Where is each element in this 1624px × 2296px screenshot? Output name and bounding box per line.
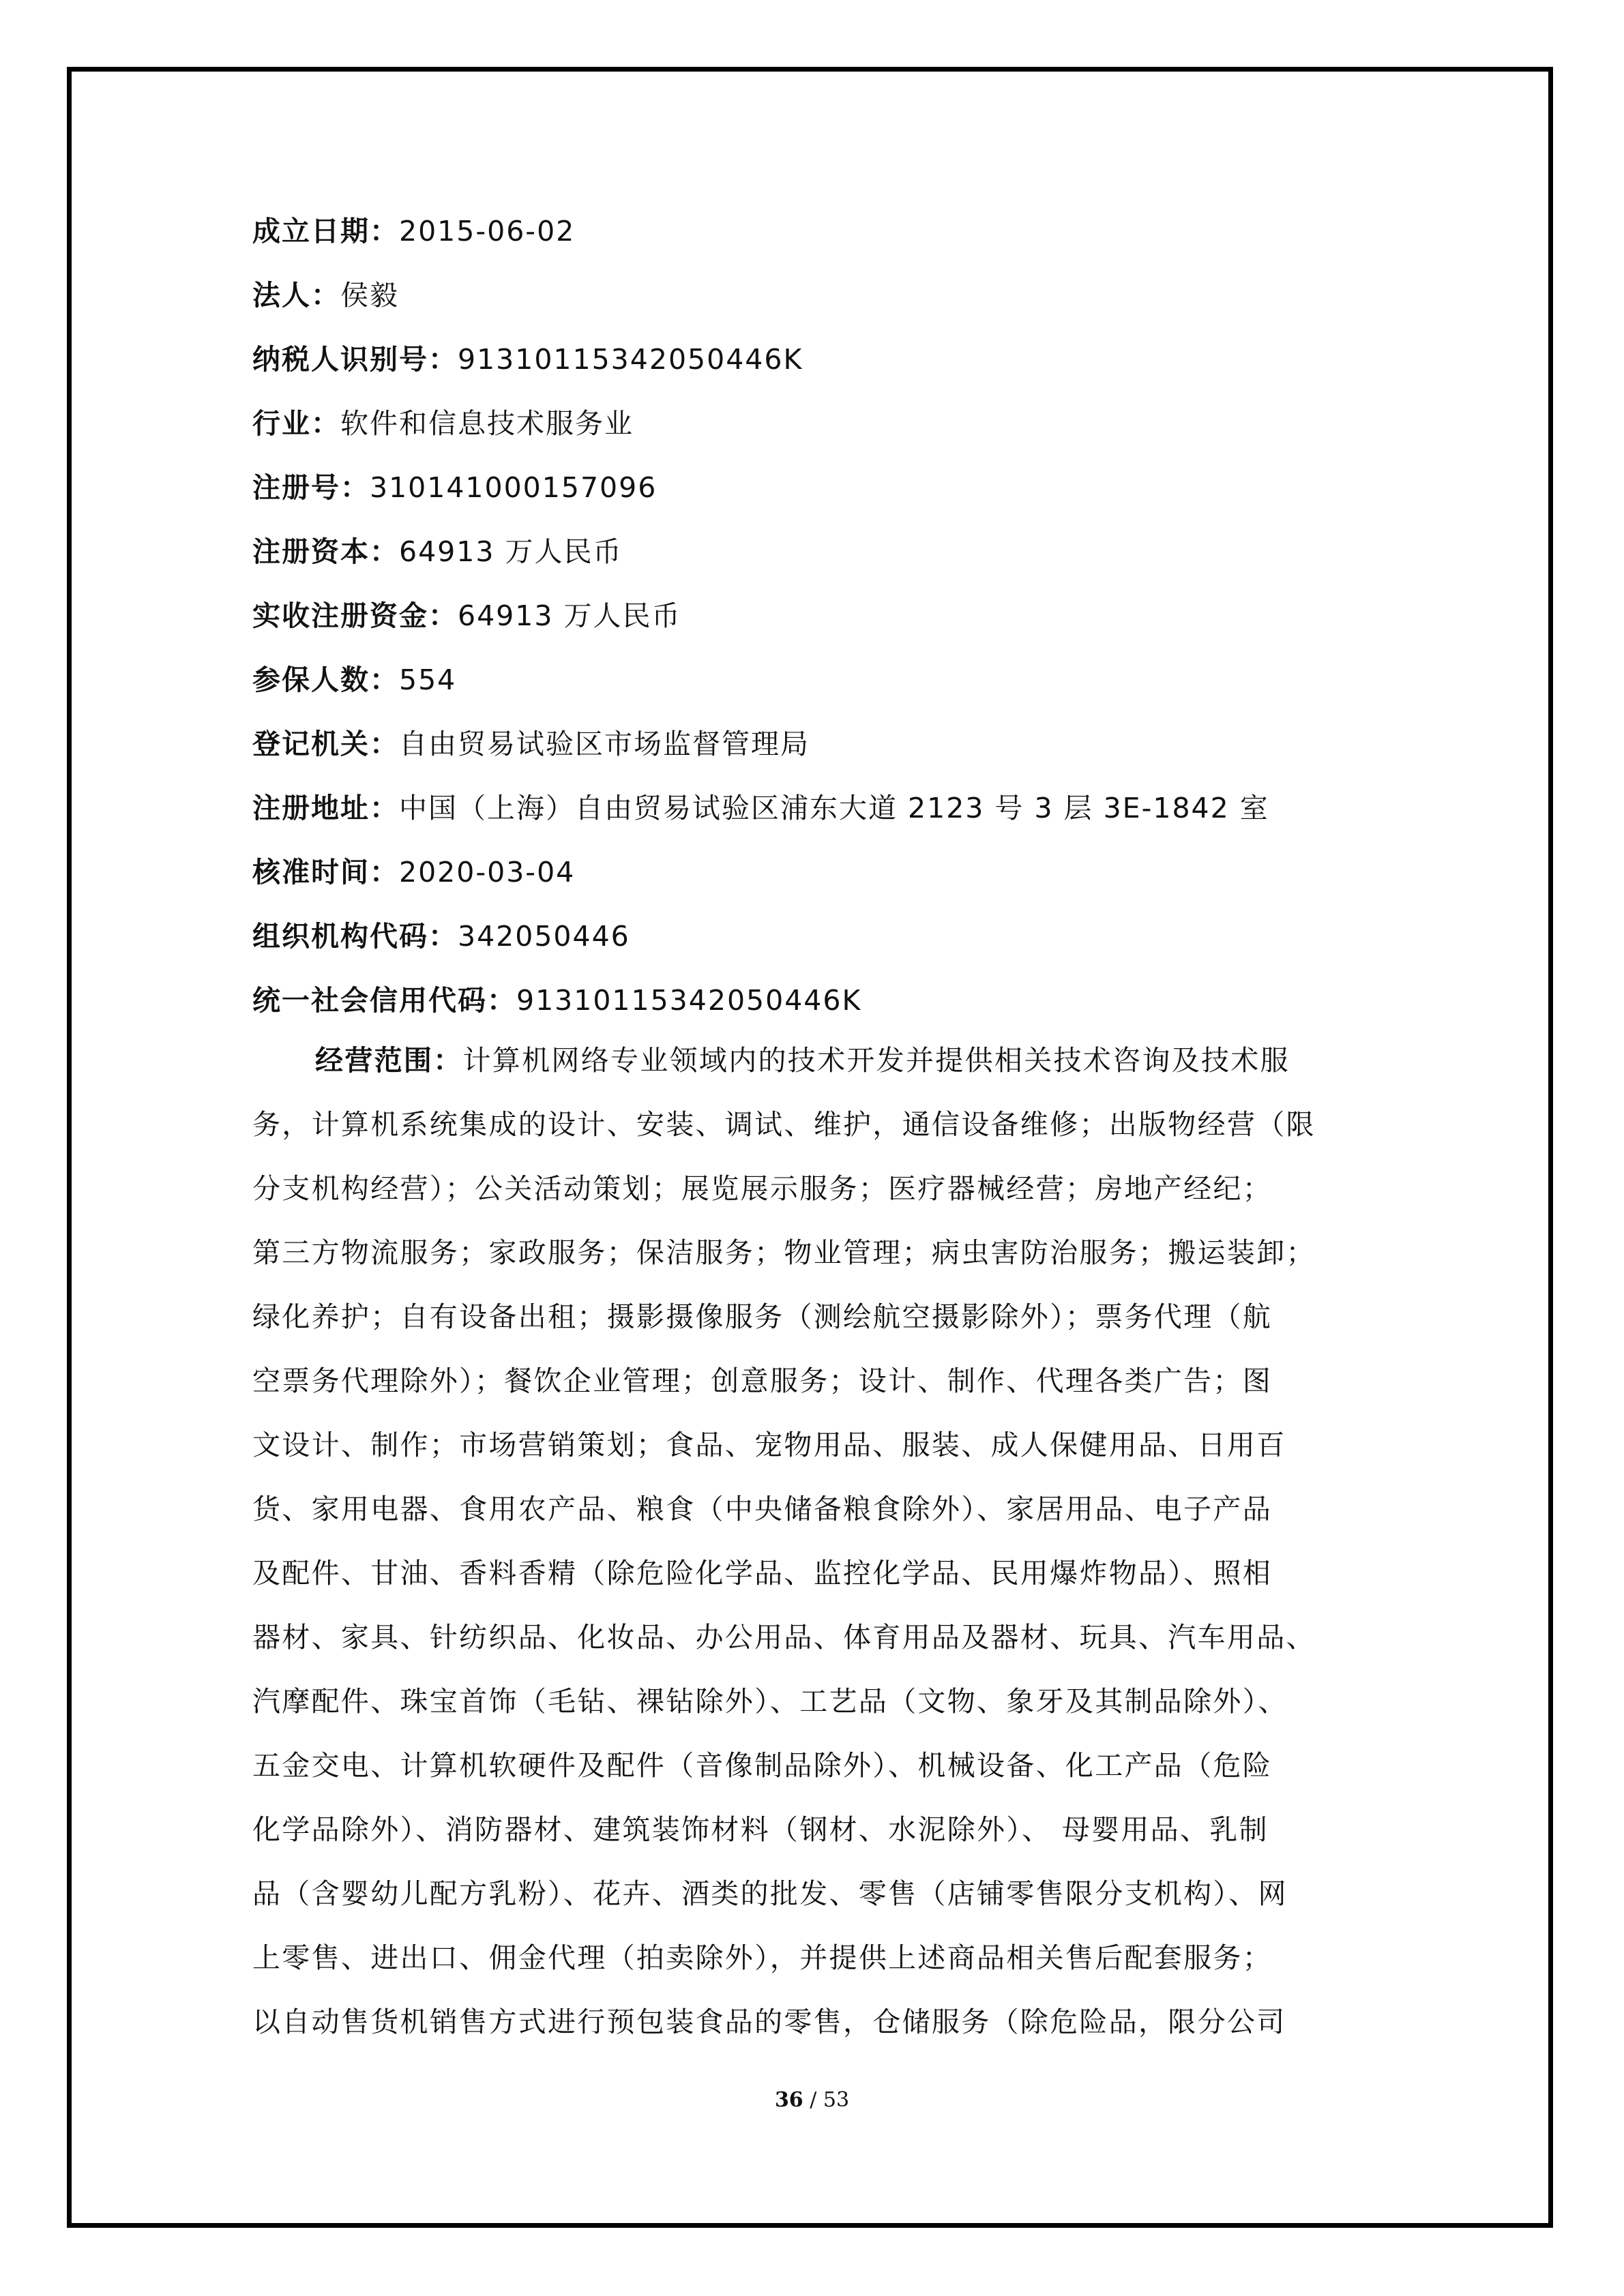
business-scope-line: 务，计算机系统集成的设计、安装、调试、维护，通信设备维修；出版物经营（限 bbox=[252, 1108, 1316, 1141]
page-number-separator: / bbox=[803, 2088, 823, 2112]
company-info-fields bbox=[252, 199, 1385, 1032]
business-scope-line: 汽摩配件、珠宝首饰（毛钻、裸钻除外）、工艺品（文物、象牙及其制品除外）、 bbox=[252, 1685, 1288, 1718]
business-scope-line: 器材、家具、针纺织品、化妆品、办公用品、体育用品及器材、玩具、汽车用品、 bbox=[252, 1621, 1316, 1654]
page-number-current: 36 bbox=[774, 2088, 803, 2112]
field-label: 组织机构代码： bbox=[252, 920, 458, 953]
field-label: 纳税人识别号： bbox=[252, 343, 458, 376]
field-label: 核准时间： bbox=[252, 856, 399, 889]
business-scope-line: 第三方物流服务；家政服务；保洁服务；物业管理；病虫害防治服务；搬运装卸； bbox=[252, 1236, 1316, 1269]
field-label: 行业： bbox=[252, 407, 340, 440]
field-founding-date bbox=[252, 199, 1385, 263]
field-value: 侯毅 bbox=[340, 279, 399, 312]
field-registered-capital bbox=[252, 520, 1385, 584]
field-value: 自由贸易试验区市场监督管理局 bbox=[399, 728, 810, 760]
field-value: 91310115342050446K bbox=[516, 984, 862, 1017]
field-approval-date bbox=[252, 840, 1385, 904]
business-scope-line: 五金交电、计算机软硬件及配件（音像制品除外）、机械设备、化工产品（危险 bbox=[252, 1749, 1272, 1782]
field-value: 342050446 bbox=[458, 920, 630, 953]
field-label: 成立日期： bbox=[252, 215, 399, 248]
business-scope-paragraph bbox=[252, 1028, 1385, 2054]
business-scope-line bbox=[252, 1028, 1385, 1092]
business-scope-line: 空票务代理除外）；餐饮企业管理；创意服务；设计、制作、代理各类广告；图 bbox=[252, 1365, 1272, 1397]
field-label: 统一社会信用代码： bbox=[252, 984, 516, 1017]
field-label: 注册号： bbox=[252, 471, 370, 504]
business-scope-line: 化学品除外）、消防器材、建筑装饰材料（钢材、水泥除外）、 母婴用品、乳制 bbox=[252, 1813, 1269, 1846]
field-value: 554 bbox=[399, 664, 457, 696]
field-value: 310141000157096 bbox=[370, 471, 658, 504]
field-registration-authority bbox=[252, 712, 1385, 776]
field-label: 注册资本： bbox=[252, 535, 399, 568]
field-label: 注册地址： bbox=[252, 792, 399, 824]
field-value: 64913 万人民币 bbox=[458, 599, 681, 632]
field-credit-code bbox=[252, 968, 1385, 1032]
field-value: 2020-03-04 bbox=[399, 856, 576, 889]
field-value: 64913 万人民币 bbox=[399, 535, 623, 568]
business-scope-line: 文设计、制作；市场营销策划；食品、宠物用品、服装、成人保健用品、日用百 bbox=[252, 1429, 1286, 1461]
field-registration-number bbox=[252, 456, 1385, 520]
page-number-total: 53 bbox=[823, 2088, 850, 2112]
field-value: 2015-06-02 bbox=[399, 215, 576, 248]
field-registered-address bbox=[252, 776, 1385, 840]
field-value: 软件和信息技术服务业 bbox=[340, 407, 634, 440]
field-industry bbox=[252, 391, 1385, 456]
business-scope-line: 品（含婴幼儿配方乳粉）、花卉、酒类的批发、零售（店铺零售限分支机构）、网 bbox=[252, 1877, 1288, 1910]
field-label: 登记机关： bbox=[252, 728, 399, 760]
field-value: 91310115342050446K bbox=[458, 343, 803, 376]
business-scope-line: 及配件、甘油、香料香精（除危险化学品、监控化学品、民用爆炸物品）、照相 bbox=[252, 1557, 1272, 1590]
business-scope-line: 绿化养护；自有设备出租；摄影摄像服务（测绘航空摄影除外）；票务代理（航 bbox=[252, 1300, 1272, 1333]
field-label: 实收注册资金： bbox=[252, 599, 458, 632]
business-scope-label: 经营范围： bbox=[315, 1044, 463, 1077]
page-number bbox=[0, 2088, 1624, 2112]
field-label: 参保人数： bbox=[252, 664, 399, 696]
field-insured-count bbox=[252, 648, 1385, 712]
business-scope-line: 分支机构经营）；公关活动策划；展览展示服务；医疗器械经营；房地产经纪； bbox=[252, 1172, 1272, 1205]
field-organization-code bbox=[252, 904, 1385, 968]
business-scope-line: 货、家用电器、食用农产品、粮食（中央储备粮食除外）、家居用品、电子产品 bbox=[252, 1493, 1272, 1525]
field-value: 中国（上海）自由贸易试验区浦东大道 2123 号 3 层 3E-1842 室 bbox=[399, 792, 1269, 824]
business-scope-line: 上零售、进出口、佣金代理（拍卖除外），并提供上述商品相关售后配套服务； bbox=[252, 1941, 1272, 1974]
field-taxpayer-id bbox=[252, 327, 1385, 391]
business-scope-line: 以自动售货机销售方式进行预包装食品的零售，仓储服务（除危险品，限分公司 bbox=[252, 2006, 1286, 2038]
field-legal-person bbox=[252, 263, 1385, 327]
business-scope-text: 计算机网络专业领域内的技术开发并提供相关技术咨询及技术服 bbox=[462, 1044, 1290, 1077]
field-paid-in-capital bbox=[252, 584, 1385, 648]
field-label: 法人： bbox=[252, 279, 340, 312]
